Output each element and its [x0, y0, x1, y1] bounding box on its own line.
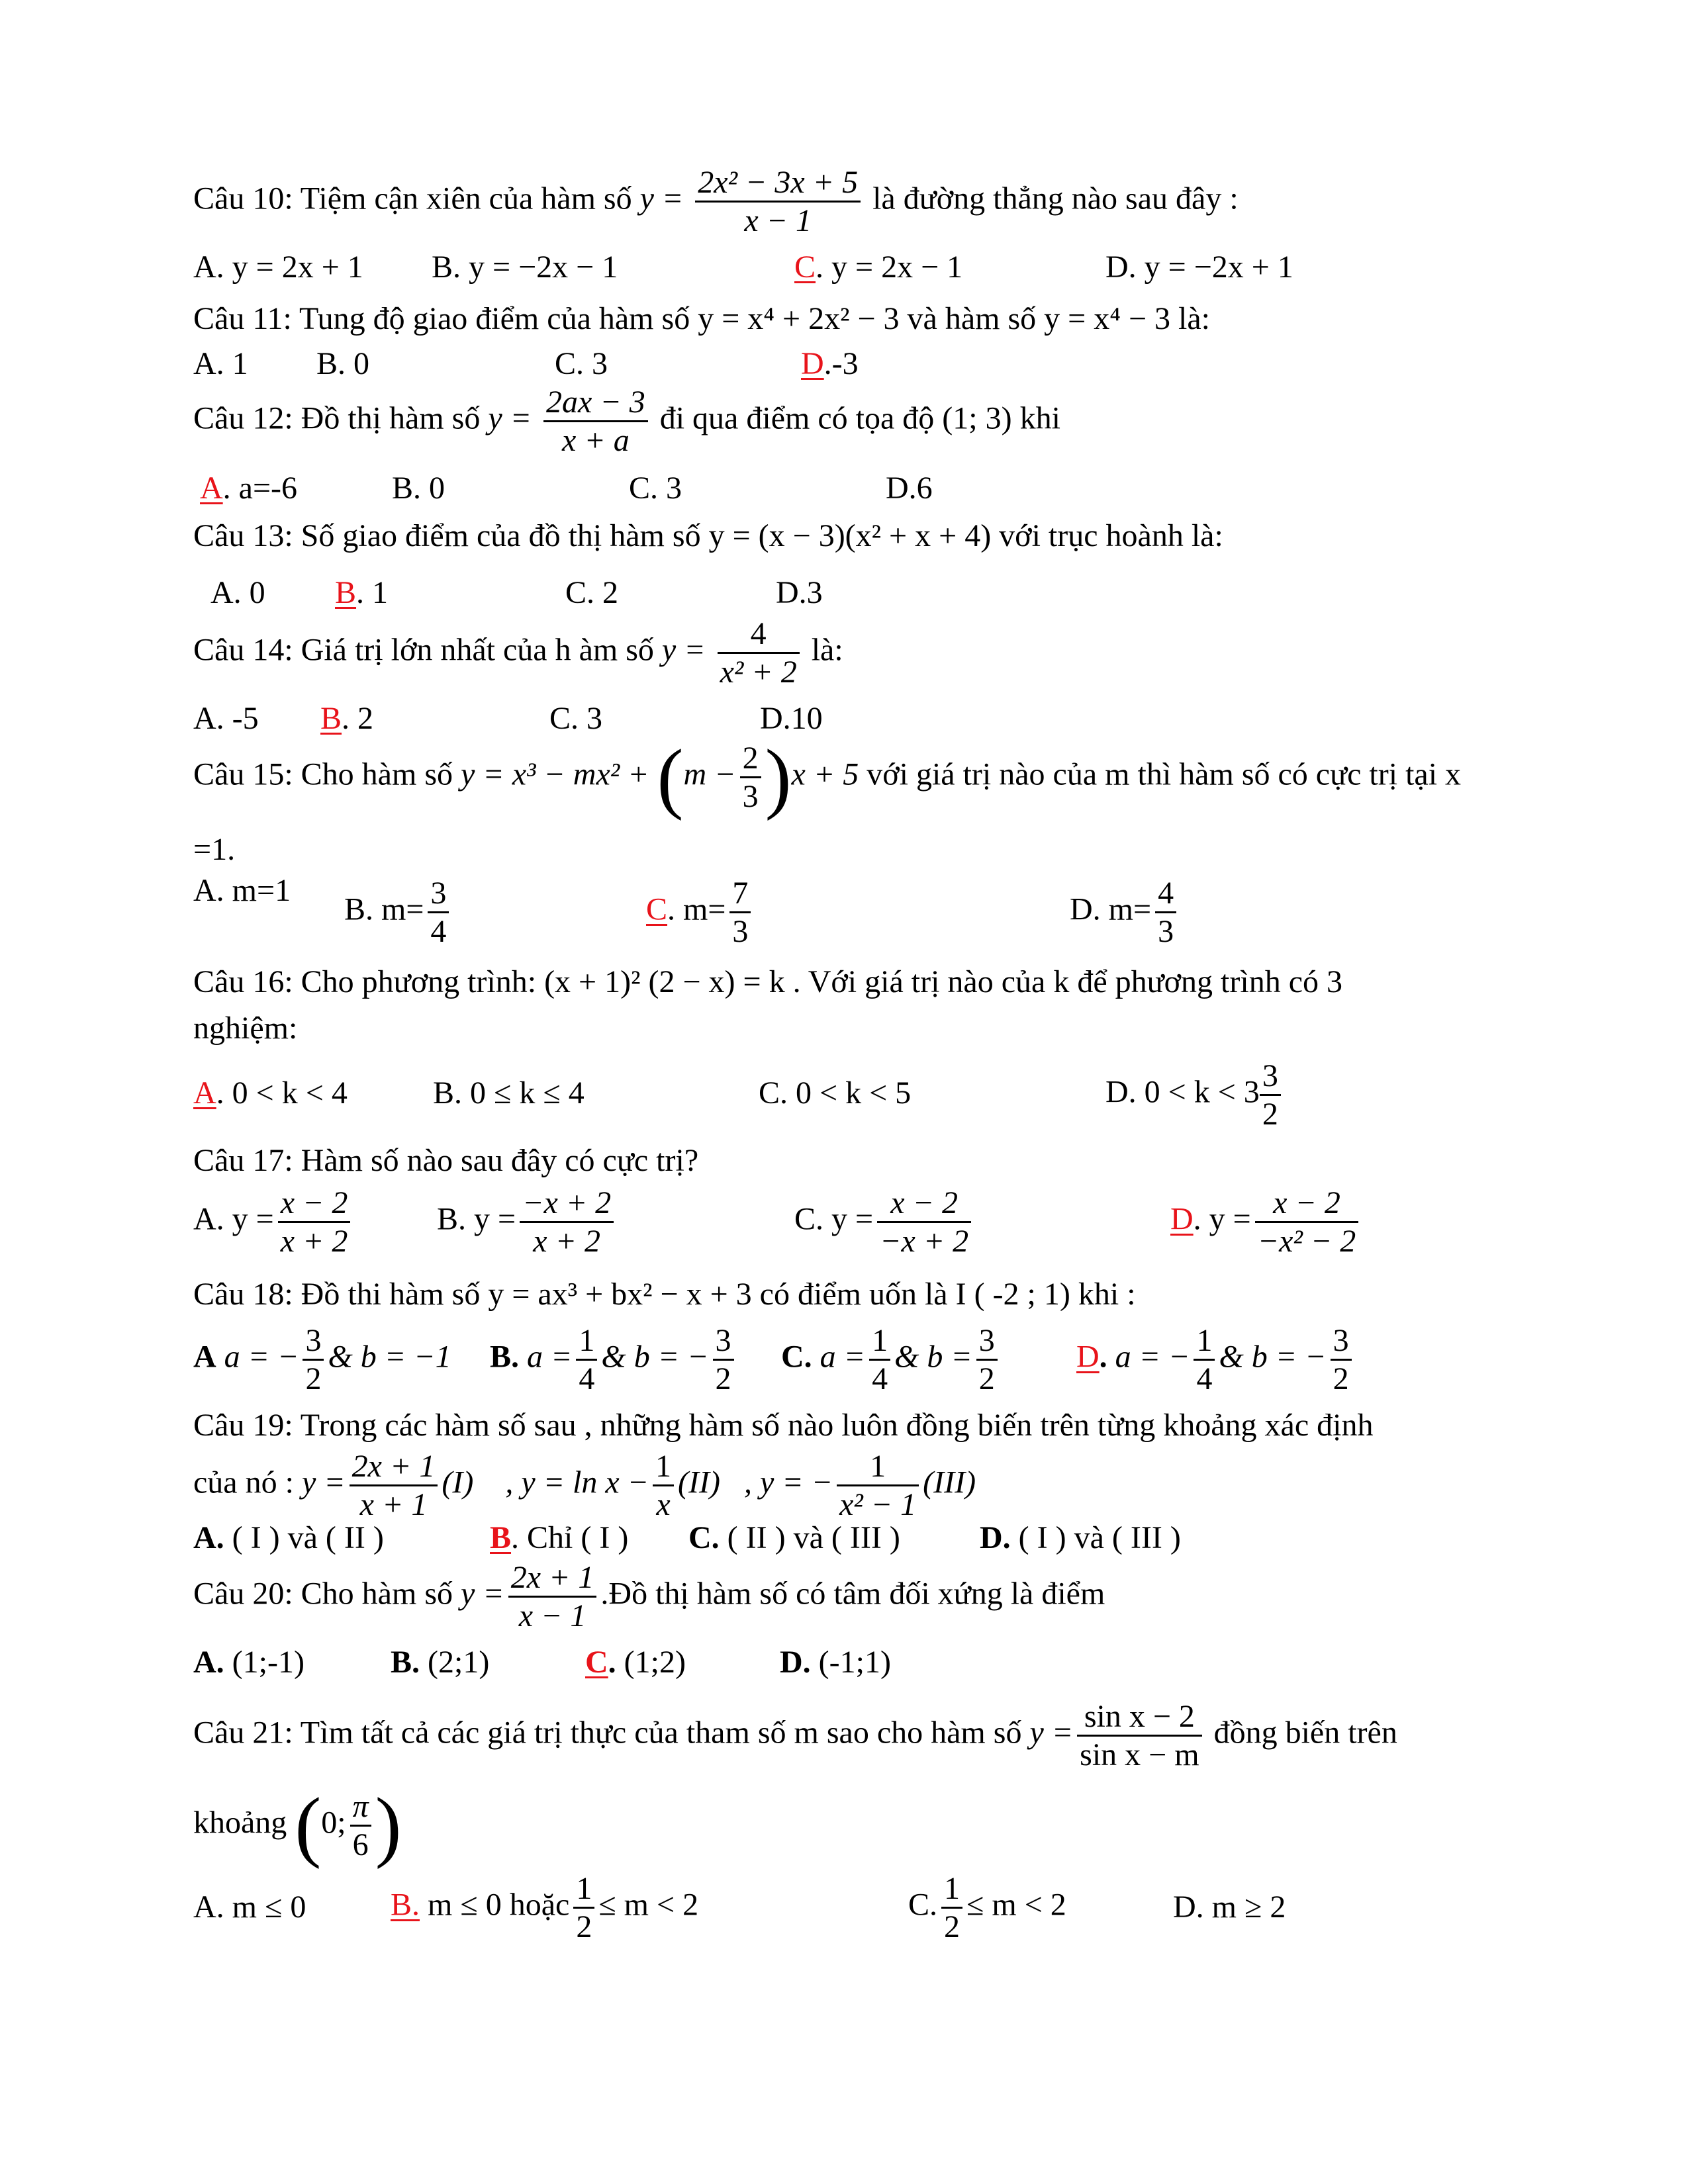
q21-option-c-text2: ≤ m < 2: [966, 1887, 1066, 1923]
q14-label: Câu 14: Giá trị lớn nhất của h àm số: [193, 632, 654, 668]
q17-option-d-text: . y =: [1193, 1201, 1251, 1237]
q20-option-a-label: A.: [193, 1645, 224, 1680]
q17-option-b: [437, 1185, 618, 1259]
q15-option-b-frac: [428, 875, 449, 950]
q16-option-b: B. 0 ≤ k ≤ 4: [433, 1075, 585, 1111]
q21-interval-frac: [350, 1788, 371, 1863]
q13-answer-key: B: [335, 575, 357, 610]
q19-option-d-text: ( I ) và ( III ): [1018, 1520, 1181, 1555]
q10-answer-key: C: [794, 250, 816, 285]
q18-option-d-den2: 2: [1333, 1361, 1349, 1397]
q17-option-b-text: B. y =: [437, 1201, 516, 1237]
q16-option-d-text: D. 0 < k < 3: [1105, 1074, 1260, 1110]
q12-option-a: [200, 473, 297, 504]
q11-option-d-text: .-3: [823, 346, 859, 381]
q20-answer-key: C: [585, 1645, 608, 1680]
q21-tail: đồng biến trên: [1213, 1715, 1397, 1751]
q19-option-d: [980, 1522, 1181, 1554]
q21-option-d: D. m ≥ 2: [1173, 1889, 1286, 1925]
q18-option-a-label: A: [193, 1339, 216, 1375]
q21-khoang: khoảng: [193, 1805, 287, 1841]
q11-option-c: C. 3: [555, 346, 608, 381]
q19-option-a-text: ( I ) và ( II ): [232, 1520, 384, 1555]
q15-num: 2: [740, 740, 761, 778]
q21-paren-open: (: [295, 1781, 322, 1870]
q18-option-d-num1: 1: [1194, 1322, 1215, 1361]
q14-den: x² + 2: [720, 655, 797, 690]
q18-option-a-text2: & b = −1: [328, 1339, 451, 1375]
q10-stem: [193, 164, 1239, 239]
q17-option-a-frac: [278, 1185, 351, 1259]
q12-option-b: B. 0: [392, 471, 445, 506]
q18-answer-key: D: [1076, 1339, 1100, 1375]
q18-option-d-text1: a = −: [1115, 1339, 1190, 1375]
q15-option-c-num: 7: [729, 875, 751, 913]
q14-option-b-text: . 2: [342, 701, 374, 736]
q19-f1-num: 2x + 1: [350, 1448, 438, 1486]
q12-option-a-text: . a=-6: [222, 471, 298, 506]
q21-interval-num: π: [350, 1788, 371, 1827]
q16-answer-key: A: [193, 1075, 216, 1111]
q13-option-d: D.3: [776, 575, 823, 610]
q17-option-b-frac: [520, 1185, 614, 1259]
q19-option-c: [688, 1522, 900, 1554]
q12-num: 2ax − 3: [543, 384, 648, 422]
q18-option-a-frac: [303, 1322, 324, 1397]
q15-option-c-text: . m=: [667, 891, 726, 927]
q19-option-a: [193, 1522, 384, 1554]
q20-option-b: [391, 1647, 489, 1678]
q18-option-c-den2: 2: [978, 1361, 995, 1397]
q10-option-b: B. y = −2x − 1: [432, 250, 618, 285]
q14-answer-key: B: [320, 701, 342, 736]
q21-option-c-frac: [941, 1870, 962, 1945]
q17-option-b-den: x + 2: [533, 1224, 600, 1259]
q18-option-b-den1: 4: [579, 1361, 595, 1397]
q17-option-a: [193, 1185, 354, 1259]
q18-option-c-frac1: [869, 1322, 890, 1397]
q15-option-c: [646, 875, 755, 950]
q13-option-c: C. 2: [565, 575, 619, 610]
q15-paren-close: ): [765, 733, 792, 821]
q19-f3-frac: [837, 1448, 919, 1523]
q15-label: Câu 15: Cho hàm số: [193, 756, 453, 792]
q18-option-c-num1: 1: [869, 1322, 890, 1361]
q18-option-b-label: B.: [490, 1339, 520, 1375]
q17-option-d: [1170, 1185, 1362, 1259]
q10-option-c: [794, 251, 962, 283]
q10-num: 2x² − 3x + 5: [695, 164, 861, 203]
q10-option-d: D. y = −2x + 1: [1105, 250, 1293, 285]
q15-fn2: x + 5: [791, 756, 859, 792]
q16-option-d: [1105, 1058, 1285, 1132]
q18-option-b-text1: a =: [527, 1339, 573, 1375]
q11-option-d: [801, 348, 859, 380]
q20-option-a: [193, 1647, 305, 1678]
q19-answer-key: B: [490, 1520, 512, 1555]
q18-option-c-text1: a =: [820, 1339, 866, 1375]
q20-tail: .Đồ thị hàm số có tâm đối xứng là điểm: [600, 1576, 1105, 1612]
q17-option-c: [794, 1185, 975, 1259]
q15-tail: với giá trị nào của m thì hàm số có cực trị tại x: [867, 756, 1462, 792]
q17-option-c-text: C. y =: [794, 1201, 874, 1237]
q19-f2-num: 1: [653, 1448, 674, 1486]
q16-stem: Câu 16: Cho phương trình: (x + 1)² (2 − x) = k . Với giá trị nào của k để phương trình có 3: [193, 964, 1342, 999]
q12-answer-key: A: [200, 471, 223, 506]
q19-f2-tag: (II): [678, 1465, 720, 1500]
q21-option-c-text: C.: [908, 1887, 938, 1923]
q15-option-b-text: B. m=: [344, 891, 424, 927]
q17-option-d-den: −x² − 2: [1257, 1224, 1356, 1259]
q20-option-b-text: (2;1): [428, 1645, 490, 1680]
q18-option-d-frac2: [1331, 1322, 1352, 1397]
q11-option-b: B. 0: [316, 346, 370, 381]
q19-f3-num: 1: [837, 1448, 919, 1486]
q21-option-b-den: 2: [576, 1909, 592, 1945]
q21-fn: y =: [1029, 1715, 1074, 1751]
q17-option-c-frac: [877, 1185, 971, 1259]
q21-answer-key: B: [391, 1887, 412, 1923]
q17-option-a-den: x + 2: [280, 1224, 348, 1259]
q17-option-a-text: A. y =: [193, 1201, 274, 1237]
q17-option-d-frac: [1255, 1185, 1358, 1259]
q16-option-a-text: . 0 < k < 4: [216, 1075, 348, 1111]
q18-option-d-den1: 4: [1196, 1361, 1213, 1397]
q19-f2-frac: [653, 1448, 674, 1523]
q21-option-b-dot: .: [412, 1887, 420, 1923]
q18-option-c-text2: & b =: [894, 1339, 972, 1375]
q15-options-row: [193, 875, 291, 907]
q12-fraction: [543, 384, 648, 459]
q10-fn: y =: [639, 181, 684, 216]
q15-answer-key: C: [646, 891, 668, 927]
q10-fraction: [695, 164, 861, 239]
q21-option-b-num: 1: [573, 1870, 594, 1909]
q14-option-c: C. 3: [549, 701, 603, 736]
q11-option-a: A. 1: [193, 346, 248, 381]
q20-option-a-text: (1;-1): [232, 1645, 305, 1680]
q19-f1-den: x + 1: [359, 1487, 428, 1523]
q16-option-d-frac: [1260, 1058, 1281, 1132]
q15-option-d-num: 4: [1155, 875, 1176, 913]
q17-option-c-num: x − 2: [877, 1185, 971, 1223]
q15-option-d: [1070, 875, 1180, 950]
q18-option-a-text1: a = −: [224, 1339, 299, 1375]
q18-option-a-num: 3: [303, 1322, 324, 1361]
q21-stem: [193, 1698, 1397, 1773]
q15-option-d-text: D. m=: [1070, 891, 1152, 927]
q13-option-b: [335, 577, 388, 609]
q15-option-b-num: 3: [428, 875, 449, 913]
q19-f1: y =: [301, 1465, 346, 1500]
q19-functions: [193, 1448, 976, 1523]
q20-option-c-text: (1;2): [624, 1645, 686, 1680]
q14-fn: y =: [661, 632, 706, 668]
q21-option-a: A. m ≤ 0: [193, 1889, 306, 1925]
q21-num: sin x − 2: [1077, 1698, 1201, 1737]
q16-option-c: C. 0 < k < 5: [759, 1075, 912, 1111]
q21-fraction: [1077, 1698, 1201, 1773]
q20-label: Câu 20: Cho hàm số: [193, 1576, 453, 1612]
q15-stem: [193, 733, 1462, 821]
q18-option-d: [1076, 1322, 1356, 1397]
q20-option-b-label: B.: [391, 1645, 420, 1680]
q21-option-b-frac: [573, 1870, 594, 1945]
q21-label: Câu 21: Tìm tất cả các giá trị thực của tham số m sao cho hàm số: [193, 1715, 1022, 1751]
q21-interval-den: 6: [352, 1827, 369, 1863]
q12-stem: [193, 384, 1060, 459]
q16-line2: nghiệm:: [193, 1011, 298, 1046]
q12-tail: đi qua điểm có tọa độ (1; 3) khi: [659, 400, 1060, 436]
q15-option-c-frac: [729, 875, 751, 950]
q10-den: x − 1: [744, 203, 812, 239]
q20-option-d: [780, 1647, 891, 1678]
q15-option-d-den: 3: [1158, 914, 1174, 950]
q16-option-a: [193, 1077, 348, 1109]
q17-answer-key: D: [1170, 1201, 1194, 1237]
q21-option-b-text2: ≤ m < 2: [598, 1887, 699, 1923]
q10-option-a: A. y = 2x + 1: [193, 250, 363, 285]
q18-option-b-frac2: [713, 1322, 734, 1397]
q19-option-c-text: ( II ) và ( III ): [727, 1520, 900, 1555]
q11-answer-key: D: [801, 346, 824, 381]
q18-option-b-num1: 1: [576, 1322, 597, 1361]
q18-option-b-num2: 3: [713, 1322, 734, 1361]
q15-fn1: y = x³ − mx² +: [461, 756, 649, 792]
q18-option-b: [490, 1322, 738, 1397]
q17-stem: Câu 17: Hàm số nào sau đây có cực trị?: [193, 1143, 699, 1178]
q12-option-d: D.6: [886, 471, 933, 506]
q14-stem: [193, 615, 843, 690]
q19-option-b: [490, 1522, 628, 1554]
q19-option-c-label: C.: [688, 1520, 720, 1555]
q11-stem: Câu 11: Tung độ giao điểm của hàm số y = x⁴ + 2x² − 3 và hàm số y = x⁴ − 3 là:: [193, 301, 1210, 336]
q21-paren-close: ): [375, 1781, 402, 1870]
q12-den: x + a: [562, 423, 630, 459]
q13-option-a: A. 0: [211, 575, 265, 610]
q18-option-c-label: C.: [781, 1339, 812, 1375]
q18-option-c-num2: 3: [976, 1322, 998, 1361]
q19-f3-den: x² − 1: [839, 1487, 917, 1523]
q19-f3-tag: (III): [923, 1465, 976, 1500]
q19-option-b-text: . Chỉ ( I ): [511, 1520, 629, 1555]
q18-option-c-den1: 4: [872, 1361, 888, 1397]
q10-option-c-text: . y = 2x − 1: [816, 250, 963, 285]
q21-interval-line: [193, 1781, 402, 1870]
q21-option-b: [391, 1870, 698, 1945]
q15-option-c-den: 3: [732, 914, 749, 950]
q18-option-d-num2: 3: [1331, 1322, 1352, 1361]
q14-num: 4: [718, 615, 800, 654]
q15-option-a: A. m=1: [193, 873, 291, 908]
q15-m: m −: [683, 756, 736, 792]
q18-option-a: [193, 1322, 451, 1397]
q20-stem: [193, 1559, 1105, 1634]
q18-stem: Câu 18: Đồ thi hàm số y = ax³ + bx² − x + 3 có điểm uốn là I ( -2 ; 1) khi :: [193, 1277, 1136, 1312]
q17-option-c-den: −x + 2: [880, 1224, 969, 1259]
q21-option-c: [908, 1870, 1066, 1945]
q17-option-b-num: −x + 2: [520, 1185, 614, 1223]
q15-option-d-frac: [1155, 875, 1176, 950]
q19-f2-den: x: [656, 1487, 671, 1523]
q18-option-b-text2: & b = −: [601, 1339, 709, 1375]
q12-fn: y =: [488, 400, 532, 436]
q18-option-c-frac2: [976, 1322, 998, 1397]
q14-option-b: [320, 703, 373, 735]
q19-f1-frac: [350, 1448, 438, 1523]
q20-option-c: [585, 1647, 686, 1678]
q21-option-c-den: 2: [944, 1909, 961, 1945]
q18-option-d-dot: .: [1099, 1339, 1107, 1375]
q14-option-a: A. -5: [193, 701, 259, 736]
q10-tail: là đường thẳng nào sau đây :: [872, 181, 1239, 216]
q19-option-a-label: A.: [193, 1520, 224, 1555]
q19-f3: , y = −: [743, 1465, 833, 1500]
q18-option-d-frac1: [1194, 1322, 1215, 1397]
q13-stem: Câu 13: Số giao điểm của đồ thị hàm số y = (x − 3)(x² + x + 4) với trục hoành là:: [193, 518, 1223, 553]
q20-num: 2x + 1: [508, 1559, 597, 1598]
q12-option-c: C. 3: [629, 471, 682, 506]
q17-option-d-num: x − 2: [1255, 1185, 1358, 1223]
q15-fraction: [740, 740, 761, 815]
q18-option-a-den: 2: [305, 1361, 322, 1397]
q15-option-b-den: 4: [430, 914, 447, 950]
q15-line2: =1.: [193, 832, 236, 867]
q19-lead: của nó :: [193, 1465, 294, 1500]
q20-fraction: [508, 1559, 597, 1634]
q18-option-c: [781, 1322, 1002, 1397]
q21-option-b-text1: m ≤ 0 hoặc: [428, 1887, 570, 1923]
q20-option-c-dot: .: [608, 1645, 616, 1680]
q18-option-d-text2: & b = −: [1219, 1339, 1327, 1375]
q18-option-b-frac1: [576, 1322, 597, 1397]
q18-option-b-den2: 2: [715, 1361, 731, 1397]
q21-den: sin x − m: [1080, 1737, 1199, 1773]
q15-option-b: [344, 875, 453, 950]
q15-den: 3: [742, 779, 759, 815]
q17-option-a-num: x − 2: [278, 1185, 351, 1223]
q12-label: Câu 12: Đồ thị hàm số: [193, 400, 481, 436]
q21-interval: 0;: [321, 1805, 346, 1841]
q19-option-d-label: D.: [980, 1520, 1011, 1555]
q14-fraction: [718, 615, 800, 690]
q16-option-d-num: 3: [1260, 1058, 1281, 1096]
q16-option-d-den: 2: [1262, 1097, 1278, 1132]
q14-tail: là:: [811, 632, 843, 668]
q19-stem: Câu 19: Trong các hàm số sau , những hàm số nào luôn đồng biến trên từng khoảng xác định: [193, 1408, 1374, 1443]
q20-fn: y =: [461, 1576, 504, 1612]
q19-f1-tag: (I): [442, 1465, 474, 1500]
q13-option-b-text: . 1: [356, 575, 389, 610]
q21-option-c-num: 1: [941, 1870, 962, 1909]
q14-option-d: D.10: [760, 701, 823, 736]
q15-paren-open: (: [657, 733, 684, 821]
q20-option-d-text: (-1;1): [818, 1645, 891, 1680]
q20-option-d-label: D.: [780, 1645, 811, 1680]
q19-f2: , y = ln x −: [505, 1465, 649, 1500]
q20-den: x − 1: [518, 1598, 586, 1634]
q10-label: Câu 10: Tiệm cận xiên của hàm số: [193, 181, 632, 216]
